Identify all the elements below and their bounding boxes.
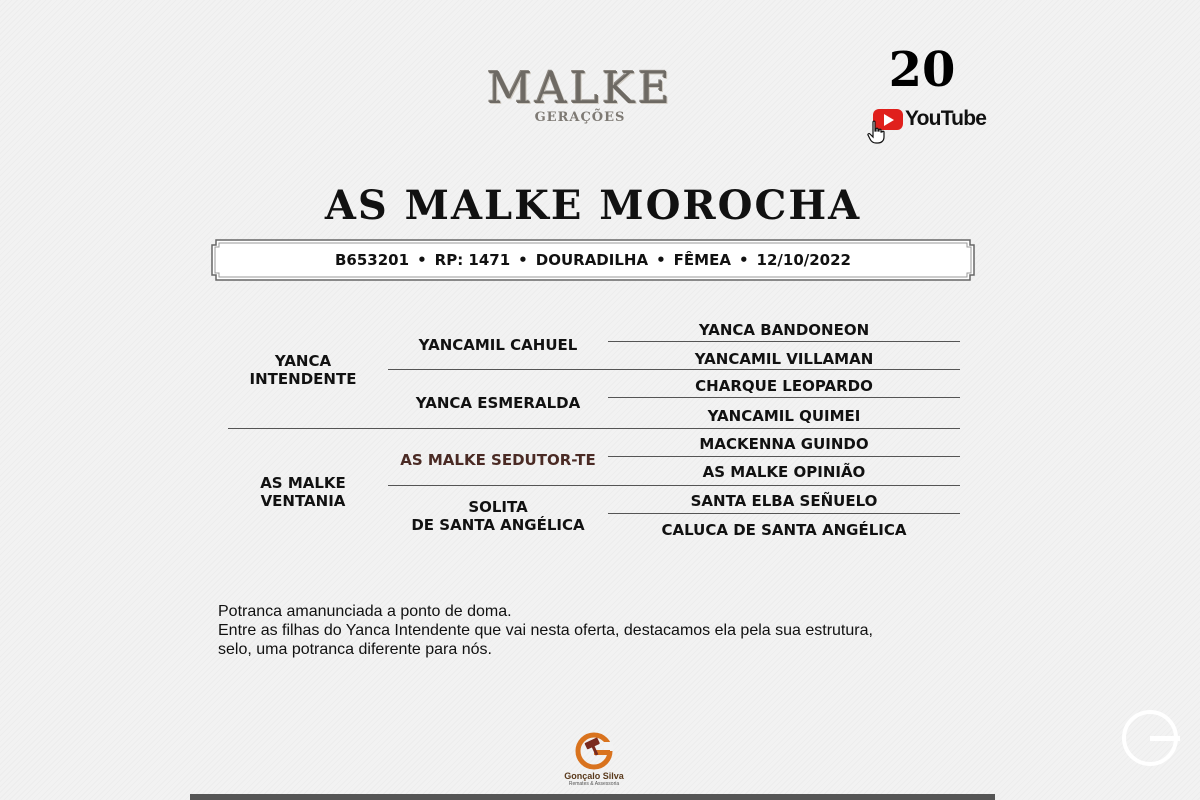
- footer-company-name: Gonçalo Silva: [564, 771, 624, 781]
- description-line: selo, uma potranca diferente para nós.: [218, 641, 492, 658]
- paternal-grandsire: YANCAMIL CAHUEL: [418, 336, 578, 354]
- gavel-g-icon: [574, 732, 614, 770]
- maternal-granddam-line1: SOLITA: [468, 498, 528, 516]
- great-grandparent: MACKENNA GUINDO: [699, 435, 869, 453]
- rp-number: RP: 1471: [434, 251, 511, 269]
- sire-name-line1: YANCA: [274, 352, 332, 370]
- pedigree-line: [388, 369, 960, 370]
- paternal-granddam: YANCA ESMERALDA: [415, 394, 581, 412]
- great-grandparent: YANCAMIL QUIMEI: [707, 407, 861, 425]
- separator: •: [417, 251, 427, 269]
- malke-logo: [430, 63, 730, 125]
- separator: •: [738, 251, 749, 269]
- youtube-label: YouTube: [905, 107, 987, 130]
- great-grandparent: AS MALKE OPINIÃO: [702, 463, 866, 481]
- description-line: Entre as filhas do Yanca Intendente que vai nesta oferta, destacamos ela pela sua estrutura,: [218, 622, 873, 639]
- great-grandparent: CALUCA DE SANTA ANGÉLICA: [661, 521, 907, 539]
- dam-name-line2: VENTANIA: [260, 492, 346, 510]
- sire-name: [228, 352, 378, 388]
- birth-date: 12/10/2022: [756, 251, 851, 269]
- dam-name-line1: AS MALKE: [260, 474, 346, 492]
- sire-name-line2: INTENDENTE: [249, 370, 357, 388]
- separator: •: [656, 251, 666, 269]
- info-line: [208, 237, 978, 283]
- lot-number: 20: [888, 42, 956, 98]
- great-grandparent: CHARQUE LEOPARDO: [695, 377, 873, 395]
- footer-tagline: Remates & Assessoria: [568, 781, 620, 787]
- great-grandparent: SANTA ELBA SEÑUELO: [690, 492, 878, 510]
- pedigree-line: [608, 456, 960, 457]
- sex: FÊMEA: [673, 251, 731, 269]
- great-grandparent: YANCA BANDONEON: [698, 321, 870, 339]
- maternal-granddam-line2: DE SANTA ANGÉLICA: [411, 516, 585, 534]
- maternal-granddam: [388, 498, 608, 534]
- coat-color: DOURADILHA: [535, 251, 649, 269]
- logo-subtitle: GERAÇÕES: [534, 110, 626, 125]
- pedigree-line: [608, 397, 960, 398]
- info-banner: [208, 237, 978, 283]
- footer-bar: [190, 794, 995, 800]
- registration-number: B653201: [335, 251, 410, 269]
- dam-name: [228, 474, 378, 510]
- corner-watermark-icon: [1110, 700, 1190, 780]
- youtube-link[interactable]: [866, 104, 987, 144]
- pointing-hand-icon: [866, 120, 886, 144]
- maternal-grandsire: AS MALKE SEDUTOR-TE: [400, 451, 596, 469]
- pedigree-divider: [228, 428, 960, 429]
- great-grandparent: YANCAMIL VILLAMAN: [694, 350, 874, 368]
- pedigree-line: [608, 513, 960, 514]
- description: [218, 602, 988, 659]
- separator: •: [518, 251, 528, 269]
- logo-wordmark: MALKE: [486, 63, 674, 114]
- pedigree-line: [608, 341, 960, 342]
- animal-name-title: AS MALKE MOROCHA: [324, 182, 862, 229]
- goncalo-silva-logo: [556, 732, 632, 787]
- description-line: Potranca amanunciada a ponto de doma.: [218, 603, 512, 620]
- pedigree-line: [388, 485, 960, 486]
